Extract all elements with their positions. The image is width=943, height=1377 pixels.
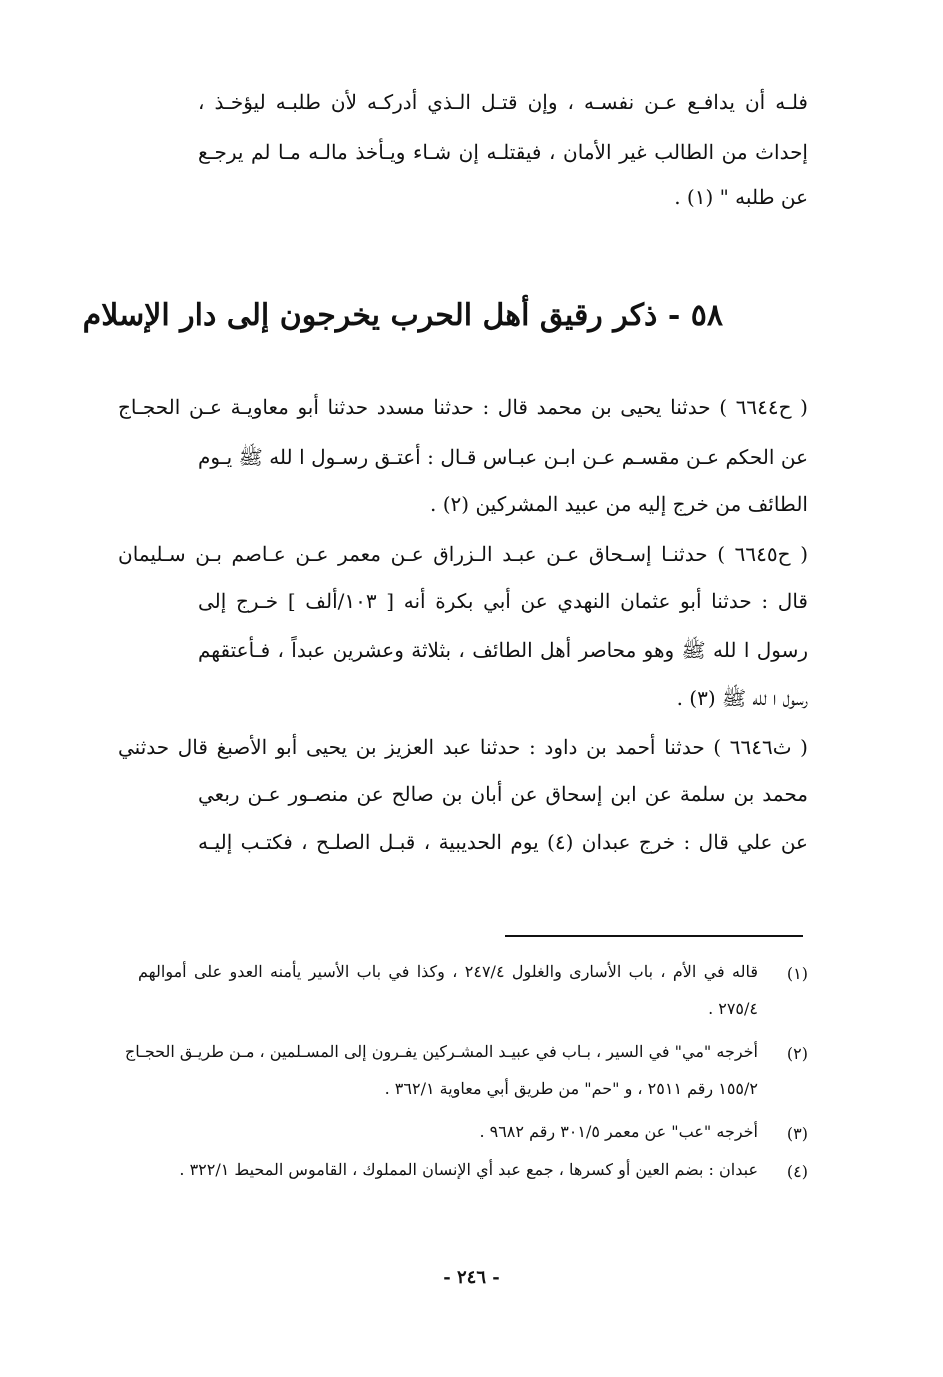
hadith-line-1: ( ح٦٦٤٤ ) حدثنا يحيى بن محمد قال : حدثنا مسدد حدثنا أبو معاويـة عـن الحجـاج bbox=[118, 395, 808, 419]
hadith-line-4: ( ح٦٦٤٥ ) حدثنـا إسـحاق عـن عبـد الـزراق عـن معمر عـن عـاصم بـن سـليمان bbox=[118, 542, 808, 566]
intro-line-3: عن طلبه " (١) . bbox=[674, 185, 808, 209]
hadith-line-10: عن علي قال : خرج عبدان (٤) يوم الحديبية ، قبـل الصلـح ، فكتـب إليـه bbox=[198, 830, 808, 854]
intro-line-2: إحداث من الطالب غير الأمان ، فيقتلـه إن شـاء ويـأخذ مالـه مـا لم يرجـع bbox=[198, 140, 808, 164]
hadith-line-2: عن الحكم عـن مقسـم عـن ابـن عبـاس قـال : أعتـق رسـول ا لله ﷺ يـوم bbox=[198, 445, 808, 469]
footnote-separator bbox=[505, 935, 803, 937]
footnote-3-line-1: أخرجه "عب" عن معمر ٣٠١/٥ رقم ٩٦٨٢ . bbox=[479, 1122, 758, 1141]
footnote-3-number: (٣) bbox=[786, 1124, 808, 1143]
hadith-line-3: الطائف من خرج إليه من عبيد المشركين (٢) . bbox=[430, 492, 808, 516]
footnote-2-line-2: ١٥٥/٢ رقم ٢٥١١ ، و "حم" من طريق أبي معاوية ٣٦٢/١ . bbox=[384, 1079, 758, 1098]
hadith-line-9: محمد بن سلمة عن ابن إسحاق عن أبان بن صالح عن منصـور عـن ربعي bbox=[198, 782, 808, 806]
hadith-line-8: ( ث٦٦٤٦ ) حدثنا أحمد بن داود : حدثنا عبد العزيز بن يحيى أبو الأصبغ قال حدثني bbox=[118, 735, 808, 759]
footnote-1-line-2: ٢٧٥/٤ . bbox=[708, 999, 758, 1018]
footnote-2-line-1: أخرجه "مي" في السير ، بـاب في عبيـد المشـركين يفـرون إلى المسـلمين ، مـن طريـق الحجـاج bbox=[124, 1042, 758, 1061]
footnote-4-line-1: عبدان : بضم العين أو كسرها ، جمع عبد أي الإنسان المملوك ، القاموس المحيط ٣٢٢/١ . bbox=[179, 1160, 758, 1179]
hadith-line-5: قال : حدثنا أبو عثمان النهدي عن أبي بكرة أنه [ ١٠٣/ألف ] خـرج إلى bbox=[198, 589, 808, 613]
footnote-4-number: (٤) bbox=[786, 1162, 808, 1181]
hadith-line-6: رسول ا لله ﷺ وهو محاصر أهل الطائف ، بثلاثة وعشرين عبداً ، فـأعتقهم bbox=[198, 638, 808, 662]
footnote-1-number: (١) bbox=[786, 964, 808, 983]
page-number: - ٢٤٦ - bbox=[443, 1267, 500, 1288]
hadith-line-7: رسول ا لله ﷺ (٣) . bbox=[676, 686, 808, 710]
section-heading: ٥٨ - ذكر رقيق أهل الحرب يخرجون إلى دار الإسلام bbox=[82, 298, 723, 333]
footnote-1-line-1: قاله في الأم ، باب الأسارى والغلول ٢٤٧/٤ ، وكذا في باب الأسير يأمنه العدو على أموالهم bbox=[138, 962, 759, 981]
footnote-2-number: (٢) bbox=[786, 1044, 808, 1063]
intro-line-1: فلـه أن يدافـع عـن نفسـه ، وإن قتـل الـذي أدركـه لأن طلبـه ليؤخـذ ، bbox=[198, 90, 808, 114]
